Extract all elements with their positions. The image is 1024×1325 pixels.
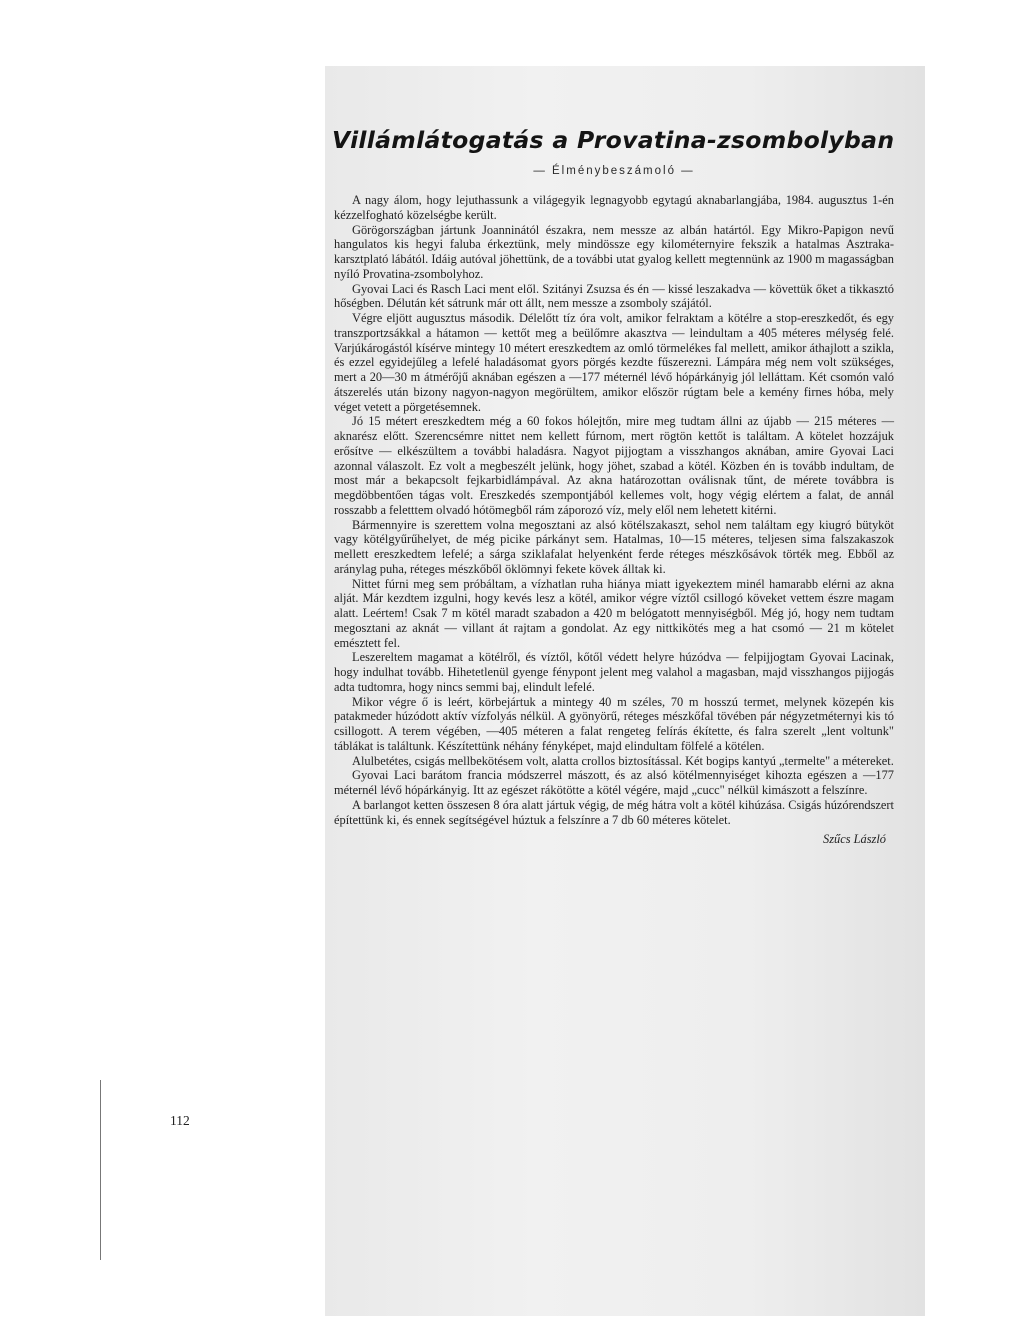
author-signature: Szűcs László [823, 832, 886, 847]
paragraph-8: Leszereltem magamat a kötélről, és víztől, kőtől védett helyre húzódva — felpijjogtam Gyovai Lacinak, hogy indulhat tovább. Hihetetlenül gyenge fénypont jelent meg valahol a magasban, majd visszhangos pijjogás adta tudtomra, hogy nincs semmi baj, elindult lefelé. [334, 650, 894, 694]
article-title: Villámlátogatás a Provatina-zsombolyban [332, 126, 895, 154]
paragraph-6: Bármennyire is szerettem volna megosztani az alsó kötélszakaszt, sehol nem találtam egy kiugró bütyköt vagy kötélgyűrűhelyet, de még picike párkányt sem. Hatalmas, 10—15 méteres, teljesen sima falszakaszok mellett ereszkedtem lefelé; a sárga sziklafalat helyenként ferde réteges mészkősávok törték meg. Ebből az aránylag puha, réteges mészkőből öklömnyi fekete kövek álltak ki. [334, 517, 894, 576]
paragraph-9: Mikor végre ő is leért, körbejártuk a mintegy 40 m széles, 70 m hosszú termet, melynek közepén kis patakmeder húzódott aktív vízfolyás nélkül. A gyönyörű, réteges mészkőfal tövében pár négyzetméternyi kis tó csillogott. A terem végében, —405 méteren a falat rengeteg felírás ékítette, és falra szerelt „lent voltunk" táblákat is találtunk. Készítettünk néhány fényképet, majd elindultam fölfelé a kötélen. [334, 694, 894, 753]
page-edge-line [100, 1080, 101, 1260]
article [334, 123, 894, 847]
paragraph-5: Jó 15 métert ereszkedtem még a 60 fokos hólejtőn, mire meg tudtam állni az újabb — 215 méteres — aknarész előtt. Szerencsémre nittet nem kellett fúrnom, mert rögtön kettőt is találtam. A kötelet hozzájuk erősítve — elkészültem a további haladásra. Nagyot pijjogtam a visszhangos aknában, amire Gyovai Laci azonnal válaszolt. Ez volt a megbeszélt jelünk, hogy jöhet, szabad a kötél. Közben én is tovább indultam, de most már a bekapcsolt fejkarbidlámpával. Az akna határozottan oválisnak tűnt, de mérete továbbra is megdöbbentően tágas volt. Ereszkedés szempontjából kellemes volt, hogy végig elértem a falat, de annál rosszabb a feletttem olvadó hótömegből rám záporozó víz, mely elől nem lehetett kitérni. [334, 414, 894, 517]
paragraph-12: A barlangot ketten összesen 8 óra alatt jártuk végig, de még hátra volt a kötél kihúzása. Csigás húzórendszert építettünk ki, és ennek segítségével húztuk a felszínre a 7 db 60 méteres kötelet. [334, 797, 894, 827]
paragraph-10: Alulbetétes, csigás mellbekötésem volt, alatta crollos biztosítással. Két bogips kantyú „termelte" a métereket. [352, 753, 894, 768]
paragraph-3: Gyovai Laci és Rasch Laci ment elől. Szitányi Zsuzsa és én — kissé leszakadva — követtük őket a tikkasztó hőségben. Délután két sátrunk már ott állt, nem messze a zsomboly szájától. [334, 281, 894, 311]
article-subtitle: — Élménybeszámoló — [533, 165, 695, 177]
paragraph-2: Görögországban jártunk Joanninától északra, nem messze az albán határtól. Egy Mikro-Papigon nevű hangulatos kis hegyi faluba érkeztünk, mely mindössze egy kilométernyire fekszik a hatalmas Asztraka-karsztplató lábától. Idáig autóval jöhettünk, de a további utat gyalog kellett megtennünk az 1900 m magasságban nyíló Provatina-zsombolyhoz. [334, 222, 894, 281]
paragraph-7: Nittet fúrni meg sem próbáltam, a vízhatlan ruha hiánya miatt igyekeztem minél hamarabb elérni az akna alját. Már kezdtem izgulni, hogy kevés lesz a kötél, amikor végre víztől csillogó köveket vettem észre magam alatt. Leértem! Csak 7 m kötél maradt szabadon a 420 m belógatott mennyiségből. Még jó, hogy nem tudtam megosztani az aknát — villant át rajtam a gondolat. Az egy nittkikötés meg a hat csomó — 21 m kötelet emésztett fel. [334, 576, 894, 650]
article-body [334, 193, 894, 827]
paragraph-11: Gyovai Laci barátom francia módszerrel mászott, és az alsó kötélmennyiséget kihozta egészen a —177 méternél lévő hópárkányig. Itt az egészet rákötötte a kötél végére, majd „cucc" nélkül kimászott a felszínre. [334, 768, 894, 797]
page-number: 112 [170, 1113, 190, 1128]
paragraph-1: A nagy álom, hogy lejuthassunk a világegyik legnagyobb egytagú aknabarlangjába, 1984. augusztus 1-én kézzelfogható közelségbe került. [334, 193, 894, 222]
paragraph-4: Végre eljött augusztus második. Délelőtt tíz óra volt, amikor felraktam a kötélre a stop-ereszkedőt, és egy transzportzsákkal a hátamon — kettőt meg a beülőmre akasztva — leindultam a 405 méteres mélység felé. Varjúkárogástól kísérve mintegy 10 métert ereszkedtem az omló törmelékes fal mellett, amikor áthajlott a szikla, és ezzel egyidejűleg a lefelé haladásomat gyors pörgés kezdte fűszerezni. Lámpára még nem volt szükséges, mert a 20—30 m átmérőjű aknában egészen a —177 méternél lévő hópárkányig jól lelláttam. Két csomón való átszerelés után bizony nagyon-nagyon megörültem, amikor először rúgtam bele a kemény firnes hóba, mely véget vetett a pörgetésemnek. [334, 311, 894, 414]
